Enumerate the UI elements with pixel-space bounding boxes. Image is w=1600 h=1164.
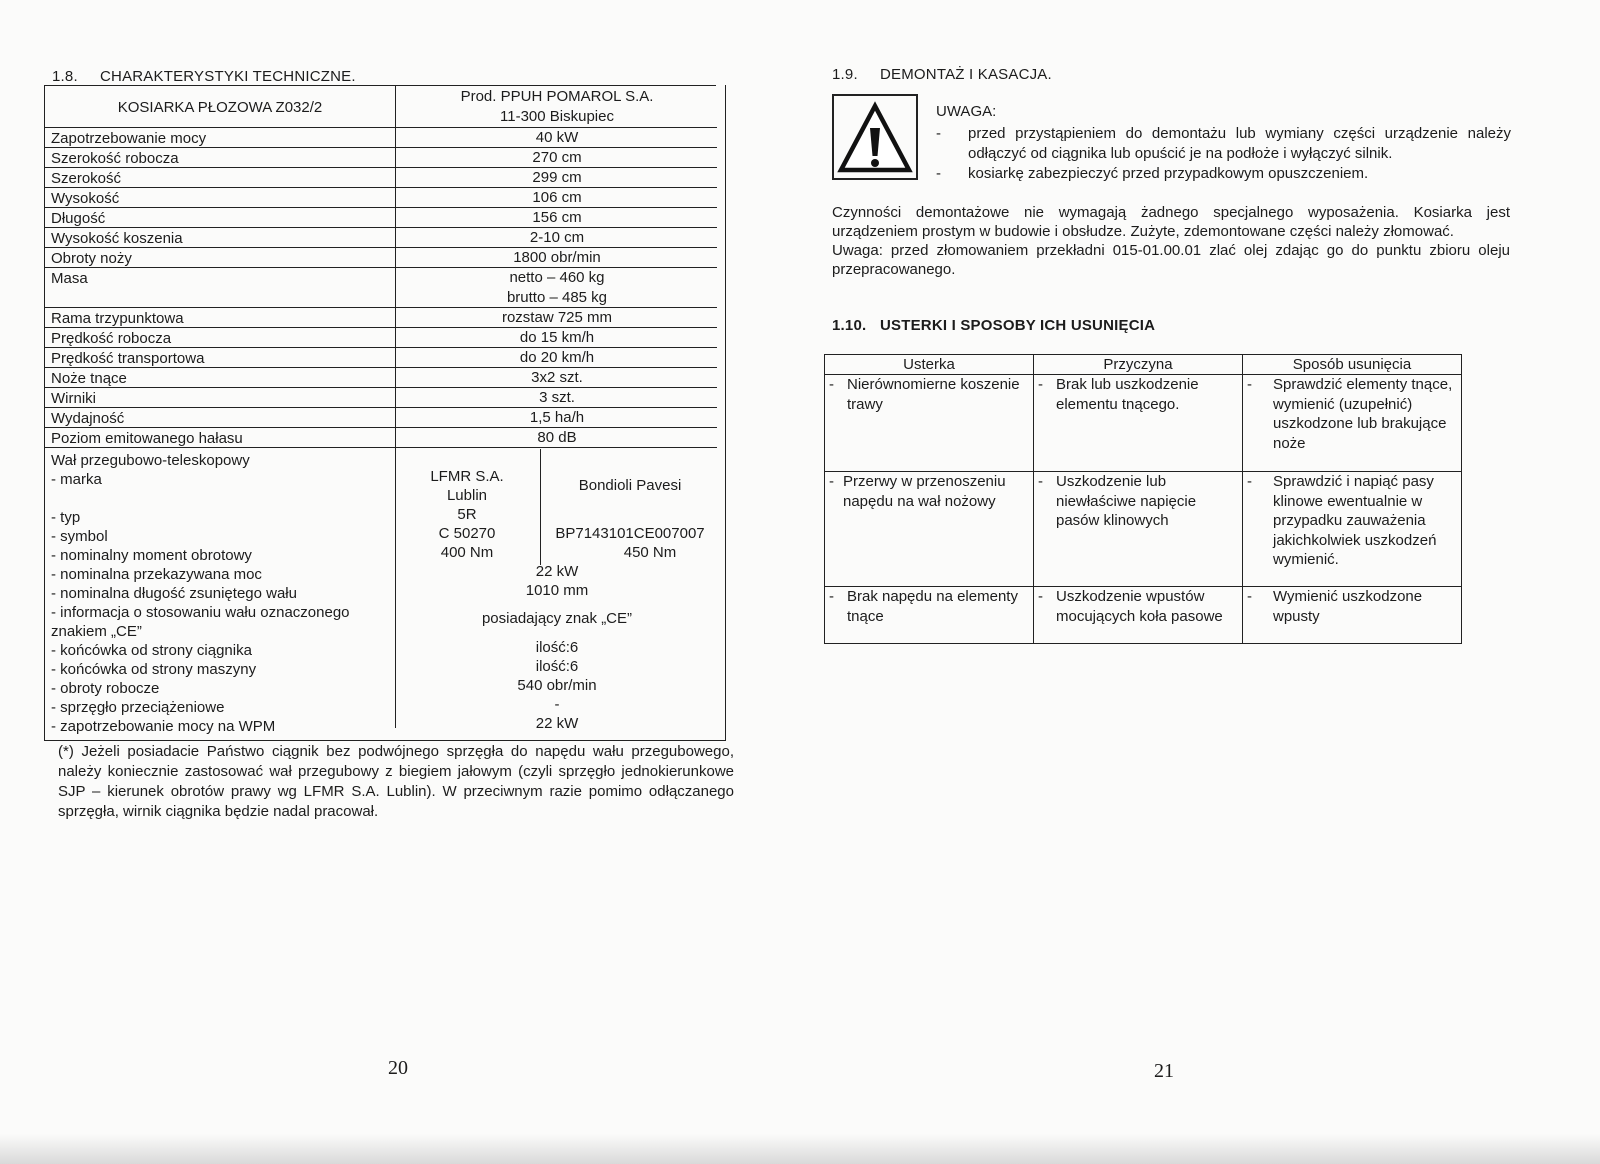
spec-label: Szerokość robocza bbox=[51, 150, 179, 167]
table-row bbox=[825, 375, 1462, 472]
producer bbox=[397, 85, 717, 129]
section-title-text: CHARAKTERYSTYKI TECHNICZNE. bbox=[100, 68, 356, 85]
spec-row bbox=[45, 389, 717, 409]
column-header: Usterka bbox=[825, 355, 1034, 375]
producer-line-1: Prod. PPUH POMAROL S.A. bbox=[460, 88, 654, 105]
spec-value: do 20 km/h bbox=[519, 349, 595, 366]
shaft-length: 1010 mm bbox=[525, 582, 589, 599]
spec-row bbox=[45, 429, 717, 449]
footnote: (*) Jeżeli posiadacie Państwo ciągnik bez podwójnego sprzęgła do napędu wału przegubowego, należy koniecznie zastosować wał przegubowy z biegiem jałowym (czyli sprzęgło jednokierunkowe SJP – kierunek obrotów prawy wg LFMR S.A. Lublin). W przeciwnym razie pomimo odłączanego sprzęgła, wirnik ciągnika będzie nadal pracował. bbox=[58, 743, 734, 820]
fault-text: Nierównomierne koszenie trawy bbox=[847, 376, 1020, 413]
spec-value: 106 cm bbox=[532, 189, 582, 206]
bondioli-symbol: BP7143101CE007007 bbox=[555, 525, 705, 542]
spec-label: Poziom emitowanego hałasu bbox=[51, 430, 243, 447]
product-name: KOSIARKA PŁOZOWA Z032/2 bbox=[117, 98, 323, 116]
spec-row bbox=[45, 129, 717, 149]
machine-end: ilość:6 bbox=[535, 658, 579, 675]
spec-value: netto – 460 kg bbox=[509, 269, 605, 286]
list-dash: - bbox=[829, 376, 834, 393]
spec-label: Zapotrzebowanie mocy bbox=[51, 130, 207, 147]
table-header-row bbox=[825, 355, 1462, 375]
spec-row bbox=[45, 249, 717, 269]
spec-row bbox=[45, 169, 717, 189]
right-page bbox=[800, 0, 1600, 1164]
spec-value: 2-10 cm bbox=[529, 229, 585, 246]
list-dash: - bbox=[1038, 588, 1043, 605]
spec-label: Obroty noży bbox=[51, 250, 132, 267]
fault-text: Brak napędu na elementy tnące bbox=[847, 588, 1018, 625]
faults-table bbox=[824, 354, 1462, 644]
spec-value: 80 dB bbox=[537, 429, 577, 446]
page-number: 21 bbox=[1154, 1060, 1174, 1082]
faults-section-title bbox=[832, 317, 1155, 334]
spec-row bbox=[45, 329, 717, 349]
shaft-label: - marka bbox=[51, 471, 102, 488]
remedy-text: Wymienić uszkodzone wpusty bbox=[1273, 588, 1423, 625]
shaft-label: - nominalna długość zsuniętego wału bbox=[51, 585, 297, 602]
spec-value: do 15 km/h bbox=[519, 329, 595, 346]
list-dash: - bbox=[829, 588, 834, 605]
spec-value: rozstaw 725 mm bbox=[501, 309, 613, 326]
shaft-label: Wał przegubowo-teleskopowy bbox=[51, 452, 250, 469]
section-title-text: DEMONTAŻ I KASACJA. bbox=[880, 66, 1052, 83]
shaft-label: - końcówka od strony ciągnika bbox=[51, 642, 252, 659]
shaft-label: - nominalny moment obrotowy bbox=[51, 547, 252, 564]
lfmr-brand: LFMR S.A. bbox=[430, 468, 504, 485]
shaft-label: - informacja o stosowaniu wału oznaczonego bbox=[51, 604, 350, 621]
lfmr-type: 5R bbox=[457, 506, 477, 523]
spec-label: Prędkość transportowa bbox=[51, 350, 205, 367]
tractor-end: ilość:6 bbox=[535, 639, 579, 656]
spec-value: 1,5 ha/h bbox=[529, 409, 585, 426]
spec-label: Wysokość koszenia bbox=[51, 230, 183, 247]
table-row bbox=[825, 587, 1462, 644]
warning-item-text: kosiarkę zabezpieczyć przed przypadkowym opuszczeniem. bbox=[968, 165, 1369, 182]
spec-value: 3 szt. bbox=[539, 389, 575, 406]
list-dash: - bbox=[1247, 376, 1252, 393]
shaft-ce: posiadający znak „CE” bbox=[481, 610, 633, 627]
column-header: Przyczyna bbox=[1034, 355, 1243, 375]
spec-label: Noże tnące bbox=[51, 370, 127, 387]
table-cell bbox=[1034, 375, 1243, 472]
bondioli-brand: Bondioli Pavesi bbox=[578, 477, 682, 494]
shaft-label: - końcówka od strony maszyny bbox=[51, 661, 257, 678]
pto-power: 22 kW bbox=[535, 715, 579, 732]
table-cell bbox=[1034, 587, 1243, 644]
table-cell bbox=[825, 472, 1034, 587]
spec-row bbox=[45, 309, 717, 329]
scan-bottom-shadow bbox=[0, 1134, 1600, 1164]
shaft-label: - obroty robocze bbox=[51, 680, 160, 697]
cause-text: Uszkodzenie lub niewłaściwe napięcie pasów klinowych bbox=[1056, 473, 1197, 529]
spec-row bbox=[45, 149, 717, 169]
table-cell bbox=[825, 587, 1034, 644]
spec-table bbox=[44, 85, 726, 741]
disassembly-section-title bbox=[832, 66, 1052, 83]
list-dash: - bbox=[1038, 376, 1043, 393]
spec-value: 3x2 szt. bbox=[531, 369, 583, 386]
producer-line-2: 11-300 Biskupiec bbox=[500, 108, 614, 125]
lfmr-symbol: C 50270 bbox=[438, 525, 496, 542]
warning-heading: UWAGA: bbox=[936, 103, 997, 120]
spec-row bbox=[45, 349, 717, 369]
table-cell bbox=[1034, 472, 1243, 587]
paragraph: Uwaga: przed złomowaniem przekładni 015-01.00.01 zlać olej zdając go do punktu zbioru oleju przepracowanego. bbox=[832, 242, 1510, 278]
spec-value: 1800 obr/min bbox=[513, 249, 601, 266]
spec-label: Długość bbox=[51, 210, 106, 227]
shaft-power: 22 kW bbox=[535, 563, 579, 580]
shaft-label bbox=[51, 489, 350, 508]
spec-value: 270 cm bbox=[532, 149, 582, 166]
spec-value: 156 cm bbox=[532, 209, 582, 226]
spec-label: Masa bbox=[51, 270, 88, 287]
spec-row bbox=[45, 189, 717, 209]
spec-value: 299 cm bbox=[532, 169, 582, 186]
column-header: Sposób usunięcia bbox=[1243, 355, 1462, 375]
warning-triangle-icon bbox=[837, 100, 913, 176]
lfmr-torque: 400 Nm bbox=[440, 544, 494, 561]
disassembly-paragraphs bbox=[832, 203, 1510, 279]
warning-item bbox=[936, 124, 1511, 164]
spec-row bbox=[45, 229, 717, 249]
tech-section-title bbox=[52, 68, 356, 85]
spec-label: Prędkość robocza bbox=[51, 330, 172, 347]
section-number: 1.8. bbox=[52, 68, 78, 85]
spec-label: Wirniki bbox=[51, 390, 96, 407]
overload-clutch: - bbox=[554, 696, 560, 713]
warning-text bbox=[936, 102, 1511, 184]
cause-text: Brak lub uszkodzenie elementu tnącego. bbox=[1056, 376, 1199, 413]
shaft-label: znakiem „CE” bbox=[51, 623, 142, 640]
page-number: 20 bbox=[388, 1057, 408, 1079]
list-dash: - bbox=[936, 125, 941, 142]
section-number: 1.10. bbox=[832, 317, 867, 334]
table-row bbox=[825, 472, 1462, 587]
shaft-label: - typ bbox=[51, 509, 81, 526]
fault-text: Przerwy w przenoszeniu napędu na wał nożowy bbox=[843, 473, 1006, 510]
spec-value: 40 kW bbox=[535, 129, 579, 146]
spec-label: Szerokość bbox=[51, 170, 122, 187]
spec-label: Wydajność bbox=[51, 410, 125, 427]
spec-label: Rama trzypunktowa bbox=[51, 310, 184, 327]
spec-row bbox=[45, 409, 717, 429]
shaft-labels bbox=[51, 451, 350, 736]
paragraph: Czynności demontażowe nie wymagają żadnego specjalnego wyposażenia. Kosiarka jest urządzeniem prostym w budowie i obsłudze. Zużyte, zdemontowane części należy złomować. bbox=[832, 204, 1510, 240]
list-dash: - bbox=[829, 473, 834, 490]
remedy-text: Sprawdzić i napiąć pasy klinowe ewentualnie w przypadku zauważenia jakichkolwiek uszkodzeń wymienić. bbox=[1273, 473, 1437, 568]
cause-text: Uszkodzenie wpustów mocujących koła pasowe bbox=[1056, 588, 1223, 625]
table-cell bbox=[1243, 587, 1462, 644]
spec-row bbox=[45, 369, 717, 389]
working-rpm: 540 obr/min bbox=[517, 677, 597, 694]
shaft-label: - nominalna przekazywana moc bbox=[51, 566, 262, 583]
spec-row-mass bbox=[45, 269, 717, 309]
warning-item bbox=[936, 164, 1511, 184]
table-cell bbox=[825, 375, 1034, 472]
section-title-text: USTERKI I SPOSOBY ICH USUNIĘCIA bbox=[880, 317, 1156, 334]
warning-item-text: przed przystąpieniem do demontażu lub wymiany części urządzenie należy odłączyć od ciągnika lub opuścić je na podłoże i wyłączyć silnik. bbox=[968, 125, 1511, 162]
list-dash: - bbox=[1247, 473, 1252, 490]
lfmr-city: Lublin bbox=[446, 487, 488, 504]
table-cell bbox=[1243, 472, 1462, 587]
table-cell bbox=[1243, 375, 1462, 472]
spec-value-2: brutto – 485 kg bbox=[506, 289, 608, 306]
warning-box bbox=[832, 94, 918, 180]
shaft-label: - zapotrzebowanie mocy na WPM bbox=[51, 718, 276, 735]
spec-row bbox=[45, 209, 717, 229]
spec-label: Wysokość bbox=[51, 190, 120, 207]
bondioli-torque: 450 Nm bbox=[623, 544, 677, 561]
list-dash: - bbox=[936, 165, 941, 182]
shaft-label: - sprzęgło przeciążeniowe bbox=[51, 699, 225, 716]
section-number: 1.9. bbox=[832, 66, 858, 83]
shaft-label: - symbol bbox=[51, 528, 108, 545]
remedy-text: Sprawdzić elementy tnące, wymienić (uzupełnić) uszkodzone lub brakujące noże bbox=[1273, 376, 1453, 452]
list-dash: - bbox=[1038, 473, 1043, 490]
list-dash: - bbox=[1247, 588, 1252, 605]
